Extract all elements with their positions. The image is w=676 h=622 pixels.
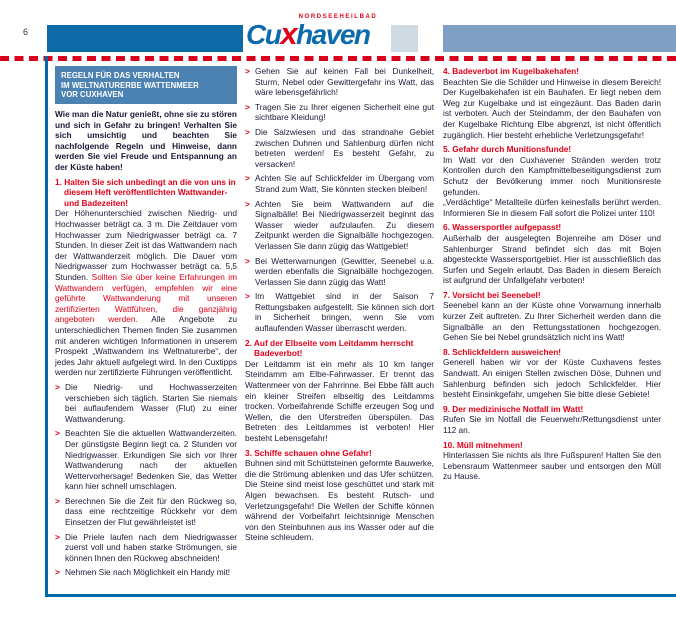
arrow-bullet-icon: > <box>245 173 250 184</box>
rules-title-line: VOR CUXHAVEN <box>61 90 124 100</box>
section-heading: 8. Schlickfeldern ausweichen! <box>443 346 562 357</box>
list-item <box>245 102 434 123</box>
section-7 <box>443 290 661 343</box>
section-8 <box>443 347 661 400</box>
column-left <box>55 66 237 578</box>
section-4 <box>443 66 661 140</box>
list-item-text: Die Niedrig- und Hochwasserzeiten verschieben sich täglich. Starten Sie niemals bei auflaufendem Wasser (Flut) zu einer Wattwanderung. <box>65 381 237 424</box>
section-heading: 7. Vorsicht bei Seenebel! <box>443 289 541 300</box>
header-bar-left <box>47 25 243 52</box>
arrow-bullet-icon: > <box>245 198 250 209</box>
list-item-text: Beachten Sie die aktuellen Wattwanderzeiten. Der günstigste Beginn liegt ca. 2 Stunden vor Niedrigwasser. Erkundigen Sie sich vor Ihrer Wattwanderung nach der aktuellen Wettervorhersage! Bedenken Sie, das Wetter kann hier schnell umschlagen. <box>65 428 237 492</box>
list-item-text: Bei Wetterwarnungen (Gewitter, Seenebel u.a. werden ebenfalls die Signalbälle hochgezogen. Verlassen Sie dann zügig das Watt! <box>255 255 434 287</box>
intro-paragraph: Wie man die Natur genießt, ohne sie zu stören und sich in Gefahr zu bringen! Verhalten Sie sich umsichtig und beachten Sie nachfolgende Regeln und Hinweise, dann werden Sie viel Freude und Entspannung an der Küste haben! <box>55 109 237 173</box>
body-text: Alle Angebote zu unterschiedlichen Themen finden Sie zusammen mit anderen wichtigen Informationen in unserem Prospekt „Wattwandern ins Weltnaturerbe“, der jedes Jahr aktuell aufgelegt wird. In den Cuxtipps werden nur zertifizierte Führungen veröffentlicht. <box>55 314 237 378</box>
list-item <box>245 127 434 169</box>
section-heading: 1. Halten Sie sich unbedingt an die von uns in diesem Heft veröffentlichten Wattwander- und Badezeiten! <box>55 176 236 208</box>
section-heading: 3. Schiffe schauen ohne Gefahr! <box>245 447 372 458</box>
column-middle <box>245 66 434 543</box>
list-item-text: Im Wattgebiet sind in der Saison 7 Rettungsbaken aufgestellt. Sie können sich dort in Sicherheit bringen, wenn Sie vom auflaufenden Wasser überrascht werden. <box>255 291 434 334</box>
arrow-bullet-icon: > <box>55 428 60 439</box>
logo-part-haven: haven <box>296 19 370 50</box>
section-body: Der Leitdamm ist ein mehr als 10 km langer Steindamm am Elbe-Fahrwasser. Er trennt das Wattenmeer von der Fahrrinne. Bei Ebbe fällt auch ein kleiner Streifen elbseitig des Leitdamms trocken. Vorbeifahrende Schiffe erzeugen Sog und Wellen, die den Uferstreifen überspülen. Das Betreten des Leitdammes ist verboten! Hier besteht Lebensgefahr! <box>245 358 434 443</box>
arrow-bullet-icon: > <box>55 381 60 392</box>
frame-left-line <box>45 56 48 597</box>
section-body <box>55 208 237 378</box>
rules-title-line: IM WELTNATURERBE WATTENMEER <box>61 80 199 90</box>
list-item <box>55 532 237 564</box>
list-item <box>245 291 434 333</box>
list-item <box>245 199 434 252</box>
body-text-red: Sollten Sie über keine Erfahrungen im Wattwandern verfügen, empfehlen wir eine geführte Wattwanderung mit unseren zertifizierten Wattführen, die ganzjährig angeboten werden. <box>55 272 238 325</box>
arrow-bullet-icon: > <box>245 126 250 137</box>
section-heading: 2. Auf der Elbseite vom Leitdamm herrscht Badeverbot! <box>245 337 414 359</box>
arrow-bullet-icon: > <box>55 495 60 506</box>
section-3 <box>245 448 434 543</box>
section-heading: 9. Der medizinische Notfall im Watt! <box>443 403 584 414</box>
section-body: Hinterlassen Sie nichts als Ihre Fußspuren! Halten Sie den Lebensraum Wattenmeer sauber und entsorgen den Müll zu Hause. <box>443 450 661 482</box>
list-item-text: Nehmen Sie nach Möglichkeit ein Handy mit! <box>65 567 231 578</box>
section-10 <box>443 440 661 482</box>
list-item <box>55 428 237 492</box>
arrow-bullet-icon: > <box>245 291 250 302</box>
section-2 <box>245 338 434 444</box>
list-item-text: Achten Sie beim Wattwandern auf die Signalbälle! Bei Niedrigwasserzeit beginnt das Wasser wieder aufzulaufen. Zu diesem Zeitpunkt werden die Signalbälle hochgezogen. Verlassen Sie dann zügig das Wattgebiet! <box>255 198 434 251</box>
list-item-text: Achten Sie auf Schlickfelder im Übergang vom Strand zum Watt, Sie könnten stecken bleiben! <box>255 173 434 194</box>
logo-tagline: NORDSEEHEILBAD <box>298 14 378 20</box>
list-item <box>245 66 434 98</box>
section-heading: 10. Müll mitnehmen! <box>443 439 523 450</box>
section-heading: 5. Gefahr durch Munitionsfunde! <box>443 144 572 155</box>
page-number: 6 <box>23 27 29 37</box>
arrow-bullet-icon: > <box>55 531 60 542</box>
list-item-text: Tragen Sie zu Ihrer eigenen Sicherheit eine gut sichtbare Kleidung! <box>255 101 434 123</box>
section-9 <box>443 404 661 436</box>
section-body: Rufen Sie im Notfall die Feuerwehr/Rettungsdienst unter 112 an. <box>443 414 661 435</box>
list-item <box>55 382 237 424</box>
list-item-text: Berechnen Sie die Zeit für den Rückweg so, dass eine rechtzeitige Rückkehr vor dem Einsetzen der Flut gewährleistet ist! <box>65 495 237 528</box>
rules-title-line: REGELN FÜR DAS VERHALTEN <box>61 71 180 80</box>
red-dashed-cutline <box>0 56 676 61</box>
rules-title-box <box>55 66 237 104</box>
logo-x-icon: x <box>280 16 297 51</box>
frame-bottom-line <box>45 594 676 597</box>
section-body: Seenebel kann an der Küste ohne Vorwarnung innerhalb kurzer Zeit auftreten. Zu Ihrer Sicherheit werden dann die Signalbälle an den Rettungsstationen hochgezogen. Gehen Sie bei Nebel grundsätzlich nicht ins Watt! <box>443 300 661 343</box>
list-item-text: Die Salzwiesen und das strandnahe Gebiet zwischen Duhnen und Sahlenburg dürfen nicht betreten werden! Es besteht Gefahr, zu versacken! <box>255 126 434 169</box>
list-item <box>55 567 237 578</box>
column-right <box>443 66 661 482</box>
list-item-text: Gehen Sie auf keinen Fall bei Dunkelheit, Sturm, Nebel oder Gewittergefahr ins Watt, das wäre lebensgefährlich! <box>255 66 434 98</box>
section-body: Im Watt vor den Cuxhavener Stränden werden trotz Kontrollen durch den Kampfmittelbeseitigungsdienst zum Schutz der Bevölkerung immer noch Munitionsreste gefunden. <box>443 154 661 197</box>
section-body: Außerhalb der ausgelegten Bojenreihe am Döser und Sahlenburger Strand befindet sich das mit Bojen abgesteckte Wassersportgebiet. Hier ist ausschließlich das Surfen und Segeln erlaubt. Das Baden in diesem Bereich ist aufgrund der Unfallgefahr verboten! <box>443 232 661 286</box>
section-5 <box>443 144 661 218</box>
logo-part-cu: Cu <box>246 19 281 50</box>
section-heading: 4. Badeverbot im Kugelbakehafen! <box>443 66 580 76</box>
list-item <box>245 173 434 194</box>
section-6 <box>443 222 661 286</box>
arrow-bullet-icon: > <box>245 66 250 76</box>
arrow-bullet-icon: > <box>245 255 250 266</box>
list-item <box>245 256 434 288</box>
cuxhaven-logo <box>246 14 396 49</box>
section-body: Beachten Sie die Schilder und Hinweise in diesem Bereich! Der Kugelbakehafen ist ein Bauhafen. Er liegt neben dem Weg zur Kugelbake und ist eingezäunt. Das Baden darin ist verboten. Auch der Steindamm, der den Bauhafen von der Kugelbake Richtung Elbe abgrenzt, ist nicht öffentlich zugänglich. Hier besteht erhebliche Verletzungsgefahr! <box>443 76 661 140</box>
arrow-bullet-icon: > <box>55 567 60 578</box>
section-body: „Verdächtige“ Metallteile dürfen keinesfalls berührt werden. Informieren Sie in diesem Fall sofort die Polizei unter 110! <box>443 197 661 218</box>
list-item-text: Die Priele laufen nach dem Niedrigwasser zuerst voll und haben starke Strömungen, sie können Ihnen den Rückweg abschneiden! <box>65 531 237 563</box>
section-body: Buhnen sind mit Schüttsteinen geformte Bauwerke, die die Strömung ablenken und das Ufer schützen. Die Steine sind meist lose geschüttet und stark mit Algen bewachsen. Es besteht Rutsch- und Verletzungsgefahr! Die Wellen der Schiffe können während der Vorbeifahrt leichtsinnige Menschen von den Steinbuhnen aus ins Wasser oder auf die Steine schleudern. <box>245 458 434 543</box>
header-bar-right <box>443 25 676 52</box>
list-item <box>55 496 237 528</box>
section-body: Generell haben wir vor der Küste Cuxhavens festes Sandwatt. An einigen Stellen zwischen Döse, Duhnen und Sahlenburg befinden sich jedoch Schlickfelder. Hier besteht Einsinkgefahr, umgehen Sie bitte diese Gebiete! <box>443 357 661 400</box>
body-text: Der Höhenunterschied zwischen Niedrig- und Hochwasser beträgt ca. 3 m. Die Zeitdauer vom Hochwasser zum Niedrigwasser beträgt ca. 7 Stunden. In dieser Zeit ist das Wattwandern nach der Wattwanderzeit möglich. Die Dauer vom Niedrigwasser zum Hochwasser beträgt ca. 5,5 Stunden. <box>55 208 237 283</box>
section-1 <box>55 177 237 378</box>
section-heading: 6. Wassersportler aufgepasst! <box>443 222 562 233</box>
arrow-bullet-icon: > <box>245 101 250 112</box>
